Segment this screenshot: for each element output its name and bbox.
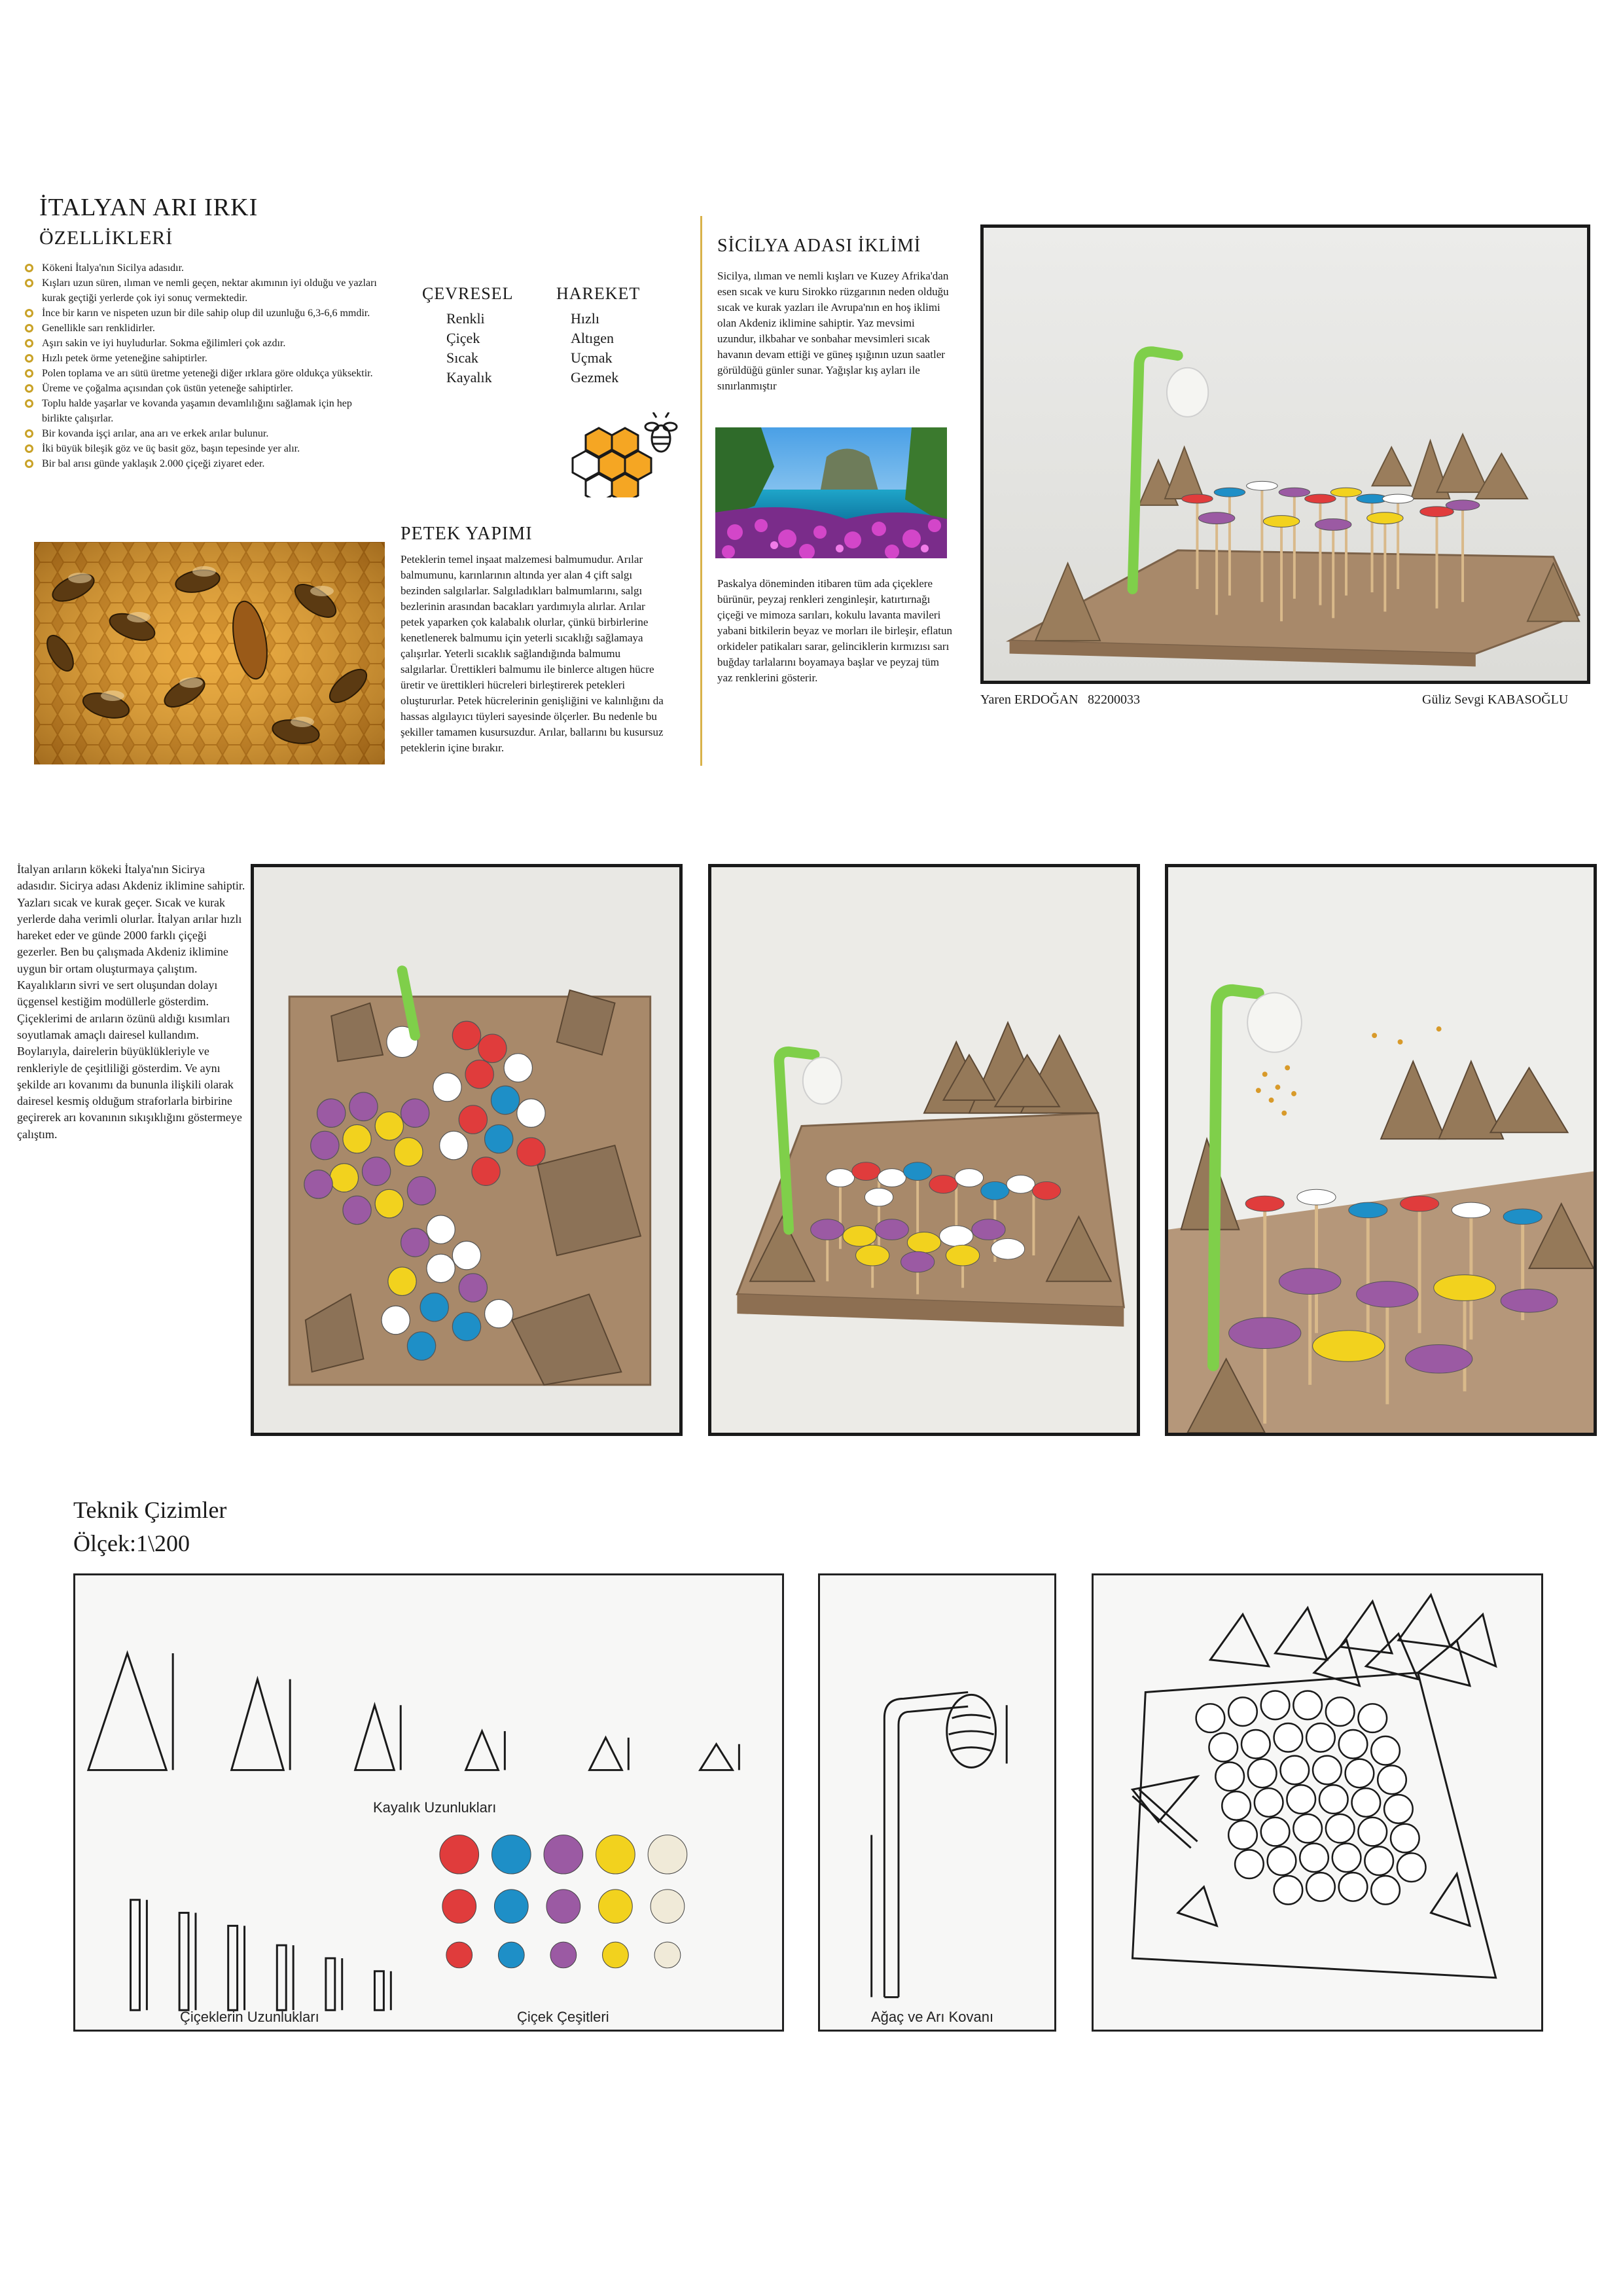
list-item: Uçmak (571, 350, 613, 366)
cevresel-list (446, 309, 492, 387)
list-item: Kışları uzun süren, ılıman ve nemli geçen, nektar akımının iyi olduğu ve yazları kurak geçtiği yerlerde çok iyi sonuç vermektedir. (24, 276, 377, 306)
list-item: Gezmek (571, 369, 619, 386)
list-item: Çiçek (446, 330, 480, 346)
honeycomb-bee-icon (569, 412, 681, 497)
bees-on-honeycomb-photo (34, 542, 385, 764)
student-number: 82200033 (1088, 692, 1140, 707)
bullet-icon (25, 324, 33, 332)
features-list (24, 260, 377, 471)
technical-drawing-tree-hive (818, 1573, 1056, 2032)
label-tree-hive: Ağaç ve Arı Kovanı (871, 2009, 994, 2025)
technical-drawing-rocks-flowers (73, 1573, 784, 2032)
list-item: Bir bal arısı günde yaklaşık 2.000 çiçeği ziyaret eder. (24, 456, 377, 471)
technical-scale: Ölçek:1\200 (73, 1530, 190, 1556)
list-item: Hızlı petek örme yeteneğine sahiptirler. (24, 351, 377, 366)
instructor-name: Güliz Sevgi KABASOĞLU (1422, 692, 1569, 707)
petek-text: Peteklerin temel inşaat malzemesi balmumudur. Arılar balmumunu, karınlarının altında yer alan 4 çift salgı bezinden salgılarlar. Salgıladıkları balmumlarını, salgı bezlerinin arasından bacakları yardımıyla alırlar. Arılar petek yaparken çok kalabalık olurlar, çünkü birbirlerine kenetlenerek balmumu için yeterli sıcaklığı sağlamaya çalışırlar. Yeterli sıcaklık sağlandığında balmumu salgılarlar. Ürettikleri balmumu ile binlerce altıgen hücre üretir ve ürettikleri hücreleri birleştirerek petekleri oluştururlar. Petek hücrelerinin genişliğini ve kalınlığını da hassas algılayıcı tüyleri sayesinde ölçerler. Bu nedenle bu şekiller tamamen kusursuzdur. Arılar, ballarını bu kusursuz peteklerin içine bırakır. (401, 553, 664, 754)
list-item: Altıgen (571, 330, 614, 346)
bullet-icon (25, 429, 33, 438)
column-divider (700, 216, 702, 766)
list-item: Toplu halde yaşarlar ve kovanda yaşamın devamlılığını sağlamak için hep birlikte çalışırlar. (24, 396, 377, 426)
label-flower-types: Çiçek Çeşitleri (517, 2009, 609, 2025)
features-subtitle: ÖZELLİKLERİ (39, 227, 173, 249)
list-item: İki büyük bileşik göz ve üç basit göz, başın tepesinde yer alır. (24, 441, 377, 456)
model-photo-top-view (251, 864, 683, 1436)
petek-heading: PETEK YAPIMI (401, 524, 533, 544)
cevresel-heading: ÇEVRESEL (422, 284, 514, 303)
hareket-heading: HAREKET (556, 284, 641, 303)
label-flower-lengths: Çiçeklerin Uzunlukları (180, 2009, 319, 2025)
sicilya-heading: SİCİLYA ADASI İKLİMİ (717, 236, 921, 256)
bullet-icon (25, 399, 33, 408)
list-item: Üreme ve çoğalma açısından çok üstün yeteneğe sahiptirler. (24, 381, 377, 396)
technical-title: Teknik Çizimler (73, 1497, 227, 1523)
sicilya-text-2: Paskalya döneminden itibaren tüm ada çiçeklere bürünür, peyzaj renkleri zenginleşir, katırtırnağı çiçeği ve mimoza sarıları, kokulu lavanta mavileri yabani bitkilerin beyaz ve morları ile birleşir, eflatun orkideler patikaları sarar, gelinciklerin kırmızısı sarı buğday tarlalarını boyamaya başlar ve peyzaj tüm yaz renklerini gösterir. (717, 577, 953, 684)
concept-text: İtalyan arıların kökeki İtalya'nın Sicirya adasıdır. Sicirya adası Akdeniz iklimine sahiptir. Yazları sıcak ve kurak geçer. Sıcak ve kurak yerlerde daha verimli olurlar. İtalyan arılar hızlı hareket eder ve günde 2000 farklı çiçeği gezerler. Ben bu çalışmada Akdeniz iklimine uygun bir ortam oluşturmaya çalıştım. Kayalıkların sivri ve sert oluşundan dolayı üçgensel kestiğim modüllerle gösterdim. Çiçeklerimi de arıların özünü aldığı kısımları soyutlamak amaçlı dairesel kullandım. Boylarıyla, dairelerin büyüklükleriyle ve renkleriyle de çeşitliliği gösterdim. Ve aynı şekilde arı kovanımı da bununla ilişkili olarak dairesel kesmiş olduğum straforlarla birbirine geçirerek arı kovanının sıkışıklığını göstermeye çalıştım. (17, 863, 245, 1141)
sicilya-text-1: Sicilya, ılıman ve nemli kışları ve Kuzey Afrika'dan esen sıcak ve kuru Sirokko rüzgarının neden olduğu sıcak ve kurak yazları ile Avrupa'nın en hoş iklimi olan Akdeniz iklimine sahiptir. Yaz mevsimi uzundur, ilkbahar ve sonbahar mevsimleri sıcak havanın devam ettiği ve güneş ışığının uzun saatler görüldüğü günler sunar. Yağışlar kış ayları ile sınırlanmıştır (717, 270, 949, 392)
student-name: Yaren ERDOĞAN (980, 692, 1079, 707)
bullet-icon (25, 354, 33, 363)
list-item: Aşırı sakin ve iyi huyludurlar. Sokma eğilimleri çok azdır. (24, 336, 377, 351)
hareket-list (571, 309, 618, 387)
list-item: Bir kovanda işçi arılar, ana arı ve erkek arılar bulunur. (24, 426, 377, 441)
model-photo-perspective (708, 864, 1140, 1436)
bullet-icon (25, 459, 33, 468)
list-item: Kökeni İtalya'nın Sicilya adasıdır. (24, 260, 377, 276)
bullet-icon (25, 444, 33, 453)
technical-drawing-plan (1092, 1573, 1543, 2032)
list-item: İnce bir karın ve nispeten uzun bir dile sahip olup dil uzunluğu 6,3-6,6 mmdir. (24, 306, 377, 321)
bullet-icon (25, 339, 33, 348)
bullet-icon (25, 309, 33, 317)
list-item: Polen toplama ve arı sütü üretme yeteneği diğer ırklara göre oldukça yüksektir. (24, 366, 377, 381)
model-photo-main (980, 224, 1590, 684)
list-item: Hızlı (571, 310, 599, 327)
bullet-icon (25, 279, 33, 287)
list-item: Kayalık (446, 369, 492, 386)
bullet-icon (25, 369, 33, 378)
model-photo-closeup (1165, 864, 1597, 1436)
list-item: Renkli (446, 310, 485, 327)
bullet-icon (25, 264, 33, 272)
list-item: Genellikle sarı renklidirler. (24, 321, 377, 336)
bullet-icon (25, 384, 33, 393)
page-title: İTALYAN ARI IRKI (39, 194, 259, 221)
sicily-coast-photo (715, 427, 947, 558)
list-item: Sıcak (446, 350, 478, 366)
label-rock-lengths: Kayalık Uzunlukları (373, 1799, 497, 1816)
